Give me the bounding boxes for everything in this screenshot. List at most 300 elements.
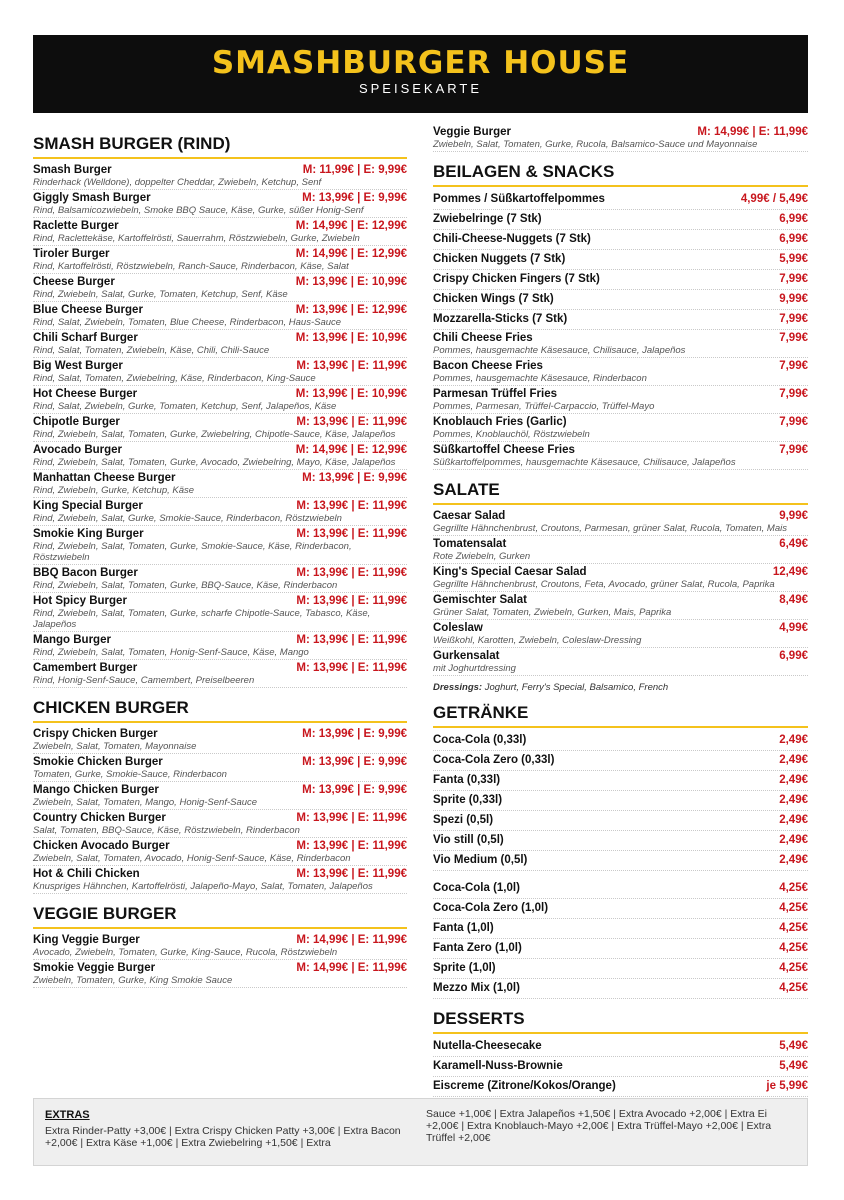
- item-name: Camembert Burger: [33, 662, 138, 674]
- item-name: Avocado Burger: [33, 444, 123, 456]
- item-name: BBQ Bacon Burger: [33, 567, 138, 579]
- menu-item-row: [433, 387, 808, 401]
- item-name: Big West Burger: [33, 360, 123, 372]
- item-description: Tomaten, Gurke, Smokie-Sauce, Rinderbacon: [33, 769, 227, 780]
- item-price: M: 13,99€ | E: 11,99€: [296, 500, 407, 512]
- menu-item-row: [33, 661, 407, 675]
- group-gap: [433, 871, 808, 879]
- menu-item-row: [33, 961, 407, 975]
- item-description: Rind, Zwiebeln, Gurke, Ketchup, Käse: [33, 485, 195, 496]
- item-name: Gurkensalat: [433, 650, 500, 662]
- right-column: [433, 124, 808, 1097]
- menu-item-row: [33, 331, 407, 345]
- menu-item-row: [433, 881, 808, 895]
- menu-item: [33, 838, 407, 866]
- menu-item-row: [433, 312, 808, 326]
- item-price: 7,99€: [779, 273, 808, 285]
- menu-item-row: [33, 191, 407, 205]
- item-description: Zwiebeln, Salat, Tomaten, Mango, Honig-Senf-Sauce: [33, 797, 258, 808]
- menu-item-row: [33, 933, 407, 947]
- menu-item: [433, 592, 808, 620]
- menu-item: [33, 358, 407, 386]
- extras-text-right: Sauce +1,00€ | Extra Jalapeños +1,50€ | Extra Avocado +2,00€ | Extra Ei +2,00€ | Extra Knoblauch-Mayo +2,00€ | Extra Trüffel-Mayo +2,00€ | Extra Trüffel +2,00€: [426, 1108, 772, 1144]
- item-description: mit Joghurtdressing: [433, 663, 516, 674]
- item-description: Rind, Zwiebeln, Salat, Gurke, Smokie-Sauce, Rinderbacon, Röstzwiebeln: [33, 513, 342, 524]
- menu-header: [33, 35, 808, 113]
- item-description: Rote Zwiebeln, Gurken: [433, 551, 531, 562]
- item-price: M: 14,99€ | E: 12,99€: [295, 220, 407, 232]
- menu-item: [433, 879, 808, 899]
- item-description: Rinderhack (Welldone), doppelter Cheddar, Zwiebeln, Ketchup, Senf: [33, 177, 322, 188]
- item-name: King Special Burger: [33, 500, 143, 512]
- menu-item-row: [433, 292, 808, 306]
- item-name: Sprite (1,0l): [433, 962, 496, 974]
- item-name: Caesar Salad: [433, 510, 506, 522]
- item-price: M: 13,99€ | E: 11,99€: [296, 360, 407, 372]
- item-name: Hot Spicy Burger: [33, 595, 127, 607]
- item-price: 8,49€: [779, 594, 808, 606]
- item-description: Rind, Zwiebeln, Salat, Tomaten, Gurke, BBQ-Sauce, Käse, Rinderbacon: [33, 580, 338, 591]
- menu-item-row: [33, 163, 407, 177]
- menu-item-row: [433, 621, 808, 635]
- item-price: 2,49€: [779, 734, 808, 746]
- menu-item-row: [33, 275, 407, 289]
- menu-item-row: [33, 566, 407, 580]
- menu-item-row: [33, 527, 407, 541]
- menu-item: [433, 1057, 808, 1077]
- menu-item: [33, 660, 407, 688]
- menu-item-row: [433, 537, 808, 551]
- menu-item-row: [433, 813, 808, 827]
- menu-item: [433, 190, 808, 210]
- item-description: Rind, Zwiebeln, Salat, Tomaten, Gurke, Smokie-Sauce, Käse, Rinderbacon, Röstzwiebeln: [33, 541, 352, 563]
- item-price: 4,25€: [779, 882, 808, 894]
- menu-item-row: [433, 733, 808, 747]
- menu-item: [433, 290, 808, 310]
- item-price: M: 13,99€ | E: 11,99€: [296, 528, 407, 540]
- item-price: M: 13,99€ | E: 11,99€: [296, 634, 407, 646]
- item-description: Weißkohl, Karotten, Zwiebeln, Coleslaw-Dressing: [433, 635, 642, 646]
- menu-item-row: [33, 387, 407, 401]
- item-name: Chicken Wings (7 Stk): [433, 293, 554, 305]
- restaurant-title: SMASHBURGER HOUSE: [211, 45, 630, 81]
- item-description: Zwiebeln, Salat, Tomaten, Mayonnaise: [33, 741, 197, 752]
- item-name: Bacon Cheese Fries: [433, 360, 543, 372]
- item-name: Coca-Cola (0,33l): [433, 734, 527, 746]
- item-name: Hot Cheese Burger: [33, 388, 138, 400]
- menu-item-row: [33, 247, 407, 261]
- menu-item: [33, 632, 407, 660]
- item-price: 4,25€: [779, 982, 808, 994]
- menu-item-row: [433, 443, 808, 457]
- menu-item: [433, 899, 808, 919]
- item-name: Vio Medium (0,5l): [433, 854, 528, 866]
- menu-item: [33, 866, 407, 894]
- item-price: M: 13,99€ | E: 9,99€: [302, 728, 407, 740]
- item-price: 5,99€: [779, 253, 808, 265]
- item-description: Pommes, Parmesan, Trüffel-Carpaccio, Trüffel-Mayo: [433, 401, 655, 412]
- item-description: Süßkartoffelpommes, hausgemachte Käsesauce, Chilisauce, Jalapeños: [433, 457, 736, 468]
- menu-item-row: [433, 921, 808, 935]
- menu-item: [433, 124, 808, 152]
- section-title: GETRÄNKE: [433, 693, 808, 728]
- item-price: 6,49€: [779, 538, 808, 550]
- section-title: VEGGIE BURGER: [33, 894, 407, 929]
- menu-item-row: [433, 192, 808, 206]
- item-price: 2,49€: [779, 834, 808, 846]
- menu-item: [433, 442, 808, 470]
- item-price: M: 13,99€ | E: 9,99€: [302, 192, 407, 204]
- menu-item: [33, 526, 407, 565]
- item-description: Rind, Raclettekäse, Kartoffelrösti, Sauerrahm, Röstzwiebeln, Gurke, Zwiebeln: [33, 233, 360, 244]
- item-name: Smash Burger: [33, 164, 112, 176]
- extras-box: [33, 1098, 808, 1166]
- item-price: 6,99€: [779, 650, 808, 662]
- menu-section: [33, 688, 407, 894]
- item-name: King Veggie Burger: [33, 934, 140, 946]
- menu-item-row: [33, 471, 407, 485]
- item-description: Rind, Kartoffelrösti, Röstzwiebeln, Ranch-Sauce, Rinderbacon, Käse, Salat: [33, 261, 349, 272]
- item-description: Gegrillte Hähnchenbrust, Croutons, Parmesan, grüner Salat, Rucola, Tomaten, Mais: [433, 523, 787, 534]
- left-column: [33, 124, 407, 988]
- item-name: Crispy Chicken Fingers (7 Stk): [433, 273, 600, 285]
- item-name: Tomatensalat: [433, 538, 507, 550]
- item-price: M: 13,99€ | E: 11,99€: [296, 662, 407, 674]
- item-price: M: 11,99€ | E: 9,99€: [302, 164, 407, 176]
- menu-item-row: [33, 839, 407, 853]
- item-name: Pommes / Süßkartoffelpommes: [433, 193, 605, 205]
- item-name: Coca-Cola (1,0l): [433, 882, 520, 894]
- extras-text-left: Extra Rinder-Patty +3,00€ | Extra Crispy Chicken Patty +3,00€ | Extra Bacon +2,00€ | Extra Käse +1,00€ | Extra Zwiebelring +1,50€ | Extra: [45, 1125, 401, 1149]
- item-description: Rind, Salat, Tomaten, Zwiebelring, Käse, Rinderbacon, King-Sauce: [33, 373, 316, 384]
- item-name: Chili Scharf Burger: [33, 332, 138, 344]
- item-price: 6,99€: [779, 213, 808, 225]
- menu-item: [433, 811, 808, 831]
- item-price: 4,25€: [779, 902, 808, 914]
- menu-item: [33, 726, 407, 754]
- item-name: Karamell-Nuss-Brownie: [433, 1060, 563, 1072]
- section-title: SMASH BURGER (RIND): [33, 124, 407, 159]
- menu-item: [33, 302, 407, 330]
- menu-item: [433, 250, 808, 270]
- menu-item-row: [433, 649, 808, 663]
- menu-item: [433, 310, 808, 330]
- item-price: M: 13,99€ | E: 10,99€: [295, 332, 407, 344]
- menu-item: [433, 1037, 808, 1057]
- item-price: M: 14,99€ | E: 12,99€: [295, 248, 407, 260]
- section-title: BEILAGEN & SNACKS: [433, 152, 808, 187]
- item-name: Mezzo Mix (1,0l): [433, 982, 520, 994]
- item-price: M: 14,99€ | E: 11,99€: [296, 962, 407, 974]
- item-price: M: 13,99€ | E: 10,99€: [295, 388, 407, 400]
- item-name: Sprite (0,33l): [433, 794, 503, 806]
- item-price: M: 14,99€ | E: 12,99€: [295, 444, 407, 456]
- item-price: 2,49€: [779, 814, 808, 826]
- menu-item: [33, 246, 407, 274]
- item-description: Zwiebeln, Salat, Tomaten, Avocado, Honig-Senf-Sauce, Käse, Rinderbacon: [33, 853, 351, 864]
- item-name: Zwiebelringe (7 Stk): [433, 213, 542, 225]
- menu-item-row: [433, 212, 808, 226]
- menu-section: [433, 470, 808, 693]
- item-name: Fanta (0,33l): [433, 774, 501, 786]
- menu-item-row: [433, 509, 808, 523]
- item-description: Pommes, hausgemachte Käsesauce, Rinderbacon: [433, 373, 647, 384]
- menu-item-row: [433, 753, 808, 767]
- menu-item: [33, 218, 407, 246]
- menu-item: [433, 851, 808, 871]
- menu-item: [33, 386, 407, 414]
- menu-item-row: [433, 773, 808, 787]
- menu-item: [433, 358, 808, 386]
- item-price: 7,99€: [779, 444, 808, 456]
- menu-item-row: [433, 1059, 808, 1073]
- menu-item: [433, 386, 808, 414]
- menu-subtitle: SPEISEKARTE: [358, 81, 483, 96]
- item-description: Rind, Salat, Tomaten, Zwiebeln, Käse, Chili, Chili-Sauce: [33, 345, 270, 356]
- menu-item: [433, 536, 808, 564]
- menu-item-row: [433, 793, 808, 807]
- menu-item-row: [33, 633, 407, 647]
- menu-section: [433, 999, 808, 1097]
- menu-item: [433, 508, 808, 536]
- item-name: Cheese Burger: [33, 276, 115, 288]
- item-name: Chili-Cheese-Nuggets (7 Stk): [433, 233, 591, 245]
- menu-item-row: [433, 331, 808, 345]
- item-description: Knuspriges Hähnchen, Kartoffelrösti, Jalapeño-Mayo, Salat, Tomaten, Jalapeños: [33, 881, 373, 892]
- menu-item-row: [433, 415, 808, 429]
- menu-item-row: [33, 443, 407, 457]
- item-price: 4,99€: [779, 622, 808, 634]
- item-price: 4,25€: [779, 922, 808, 934]
- menu-item: [433, 564, 808, 592]
- menu-section: [433, 693, 808, 999]
- item-name: Fanta Zero (1,0l): [433, 942, 522, 954]
- menu-item-row: [33, 783, 407, 797]
- menu-item-row: [433, 125, 808, 139]
- menu-item: [33, 330, 407, 358]
- item-price: M: 13,99€ | E: 11,99€: [296, 416, 407, 428]
- menu-item-row: [433, 593, 808, 607]
- menu-item-row: [433, 901, 808, 915]
- item-price: 2,49€: [779, 794, 808, 806]
- item-price: 5,49€: [779, 1060, 808, 1072]
- menu-item: [33, 470, 407, 498]
- menu-item-row: [433, 853, 808, 867]
- menu-item-row: [33, 594, 407, 608]
- item-price: 5,49€: [779, 1040, 808, 1052]
- item-price: M: 13,99€ | E: 11,99€: [296, 840, 407, 852]
- item-name: Tiroler Burger: [33, 248, 110, 260]
- menu-item: [433, 831, 808, 851]
- menu-item-row: [433, 565, 808, 579]
- item-name: Coleslaw: [433, 622, 483, 634]
- item-price: 9,99€: [779, 510, 808, 522]
- item-name: Gemischter Salat: [433, 594, 527, 606]
- item-price: 7,99€: [779, 416, 808, 428]
- menu-item: [33, 932, 407, 960]
- menu-item-row: [433, 272, 808, 286]
- item-name: Coca-Cola Zero (1,0l): [433, 902, 549, 914]
- item-name: Smokie Veggie Burger: [33, 962, 156, 974]
- menu-item-row: [33, 415, 407, 429]
- item-name: Mango Chicken Burger: [33, 784, 159, 796]
- menu-item: [33, 162, 407, 190]
- menu-item: [433, 210, 808, 230]
- item-name: Giggly Smash Burger: [33, 192, 151, 204]
- item-description: Pommes, Knoblauchöl, Röstzwiebeln: [433, 429, 590, 440]
- item-price: 4,25€: [779, 962, 808, 974]
- item-description: Rind, Zwiebeln, Salat, Tomaten, Gurke, Avocado, Zwiebelring, Mayo, Käse, Jalapeños: [33, 457, 396, 468]
- menu-item-row: [33, 811, 407, 825]
- item-name: Hot & Chili Chicken: [33, 868, 140, 880]
- item-price: 2,49€: [779, 774, 808, 786]
- item-name: Spezi (0,5l): [433, 814, 494, 826]
- item-price: M: 13,99€ | E: 11,99€: [296, 595, 407, 607]
- item-description: Rind, Zwiebeln, Salat, Tomaten, Gurke, Zwiebelring, Chipotle-Sauce, Käse, Jalapeños: [33, 429, 396, 440]
- item-price: 7,99€: [779, 360, 808, 372]
- menu-item-row: [433, 252, 808, 266]
- item-price: 12,49€: [772, 566, 808, 578]
- item-name: Crispy Chicken Burger: [33, 728, 158, 740]
- menu-item: [433, 939, 808, 959]
- item-name: Manhattan Cheese Burger: [33, 472, 176, 484]
- menu-item: [433, 959, 808, 979]
- menu-item: [33, 442, 407, 470]
- item-name: Fanta (1,0l): [433, 922, 494, 934]
- menu-item: [433, 230, 808, 250]
- item-description: Rind, Salat, Zwiebeln, Tomaten, Blue Cheese, Rinderbacon, Haus-Sauce: [33, 317, 342, 328]
- menu-item-row: [433, 961, 808, 975]
- menu-section: [33, 894, 407, 988]
- menu-item: [33, 190, 407, 218]
- menu-item-row: [433, 941, 808, 955]
- item-name: Süßkartoffel Cheese Fries: [433, 444, 575, 456]
- menu-item: [33, 782, 407, 810]
- item-price: M: 14,99€ | E: 11,99€: [296, 934, 407, 946]
- item-price: M: 13,99€ | E: 11,99€: [296, 567, 407, 579]
- menu-item: [33, 960, 407, 988]
- item-price: M: 13,99€ | E: 11,99€: [296, 812, 407, 824]
- item-price: 2,49€: [779, 754, 808, 766]
- item-description: Zwiebeln, Tomaten, Gurke, King Smokie Sauce: [33, 975, 233, 986]
- menu-item-row: [433, 232, 808, 246]
- dressings-text: Joghurt, Ferry's Special, Balsamico, French: [482, 682, 669, 693]
- menu-item: [433, 791, 808, 811]
- item-name: Chili Cheese Fries: [433, 332, 533, 344]
- item-name: Smokie Chicken Burger: [33, 756, 163, 768]
- menu-item-row: [33, 303, 407, 317]
- item-name: Nutella-Cheesecake: [433, 1040, 542, 1052]
- menu-item-row: [33, 727, 407, 741]
- item-description: Grüner Salat, Tomaten, Zwiebeln, Gurken, Mais, Paprika: [433, 607, 672, 618]
- menu-item-row: [433, 1079, 808, 1093]
- menu-item-row: [433, 981, 808, 995]
- item-name: Chipotle Burger: [33, 416, 120, 428]
- menu-item: [33, 274, 407, 302]
- menu-item: [33, 810, 407, 838]
- menu-item-row: [33, 359, 407, 373]
- item-price: M: 13,99€ | E: 12,99€: [295, 304, 407, 316]
- item-name: King's Special Caesar Salad: [433, 566, 587, 578]
- item-name: Parmesan Trüffel Fries: [433, 388, 557, 400]
- section-title: CHICKEN BURGER: [33, 688, 407, 723]
- item-description: Gegrillte Hähnchenbrust, Croutons, Feta, Avocado, grüner Salat, Rucola, Paprika: [433, 579, 775, 590]
- item-price: 7,99€: [779, 388, 808, 400]
- item-description: Rind, Balsamicozwiebeln, Smoke BBQ Sauce, Käse, Gurke, süßer Honig-Senf: [33, 205, 364, 216]
- item-price: 6,99€: [779, 233, 808, 245]
- menu-item: [33, 414, 407, 442]
- item-description: Zwiebeln, Salat, Tomaten, Gurke, Rucola, Balsamico-Sauce und Mayonnaise: [433, 139, 758, 150]
- item-price: je 5,99€: [766, 1080, 808, 1092]
- menu-item: [433, 1077, 808, 1097]
- item-price: 7,99€: [779, 332, 808, 344]
- item-name: Mango Burger: [33, 634, 111, 646]
- item-price: M: 13,99€ | E: 9,99€: [302, 472, 407, 484]
- item-price: M: 13,99€ | E: 10,99€: [295, 276, 407, 288]
- item-name: Coca-Cola Zero (0,33l): [433, 754, 555, 766]
- item-description: Rind, Zwiebeln, Salat, Tomaten, Honig-Senf-Sauce, Käse, Mango: [33, 647, 309, 658]
- menu-item: [433, 731, 808, 751]
- section-title: DESSERTS: [433, 999, 808, 1034]
- item-name: Chicken Nuggets (7 Stk): [433, 253, 566, 265]
- item-description: Pommes, hausgemachte Käsesauce, Chilisauce, Jalapeños: [433, 345, 686, 356]
- extras-label: EXTRAS: [45, 1109, 90, 1121]
- dressings-label: Dressings:: [433, 682, 483, 693]
- item-description: Rind, Zwiebeln, Salat, Tomaten, Gurke, scharfe Chipotle-Sauce, Tabasco, Käse, Jalapeños: [33, 608, 371, 630]
- item-price: M: 14,99€ | E: 11,99€: [697, 126, 808, 138]
- menu-item-row: [433, 1039, 808, 1053]
- menu-item-row: [433, 833, 808, 847]
- item-name: Blue Cheese Burger: [33, 304, 143, 316]
- menu-item: [433, 979, 808, 999]
- item-price: 2,49€: [779, 854, 808, 866]
- item-name: Knoblauch Fries (Garlic): [433, 416, 567, 428]
- item-description: Rind, Honig-Senf-Sauce, Camembert, Preiselbeeren: [33, 675, 255, 686]
- item-name: Smokie King Burger: [33, 528, 144, 540]
- menu-item: [433, 648, 808, 676]
- menu-item: [433, 270, 808, 290]
- item-price: M: 13,99€ | E: 11,99€: [296, 868, 407, 880]
- item-name: Raclette Burger: [33, 220, 119, 232]
- item-price: 9,99€: [779, 293, 808, 305]
- item-price: M: 13,99€ | E: 9,99€: [302, 756, 407, 768]
- item-price: M: 13,99€ | E: 9,99€: [302, 784, 407, 796]
- item-description: Rind, Salat, Zwiebeln, Gurke, Tomaten, Ketchup, Senf, Jalapeños, Käse: [33, 401, 337, 412]
- menu-item: [433, 620, 808, 648]
- item-name: Vio still (0,5l): [433, 834, 504, 846]
- item-description: Salat, Tomaten, BBQ-Sauce, Käse, Röstzwiebeln, Rinderbacon: [33, 825, 300, 836]
- menu-item: [33, 593, 407, 632]
- dressings-note: [433, 682, 808, 693]
- menu-item: [433, 751, 808, 771]
- menu-item: [433, 919, 808, 939]
- menu-item-row: [33, 499, 407, 513]
- item-name: Mozzarella-Sticks (7 Stk): [433, 313, 568, 325]
- item-name: Eiscreme (Zitrone/Kokos/Orange): [433, 1080, 616, 1092]
- menu-item: [433, 771, 808, 791]
- menu-section: [433, 152, 808, 470]
- item-price: 7,99€: [779, 313, 808, 325]
- item-name: Veggie Burger: [433, 126, 511, 138]
- menu-item-row: [33, 867, 407, 881]
- menu-item: [433, 414, 808, 442]
- section-title: SALATE: [433, 470, 808, 505]
- item-description: Rind, Zwiebeln, Salat, Gurke, Tomaten, Ketchup, Senf, Käse: [33, 289, 288, 300]
- item-name: Chicken Avocado Burger: [33, 840, 170, 852]
- menu-item-row: [33, 219, 407, 233]
- menu-item: [433, 330, 808, 358]
- menu-section: [33, 124, 407, 688]
